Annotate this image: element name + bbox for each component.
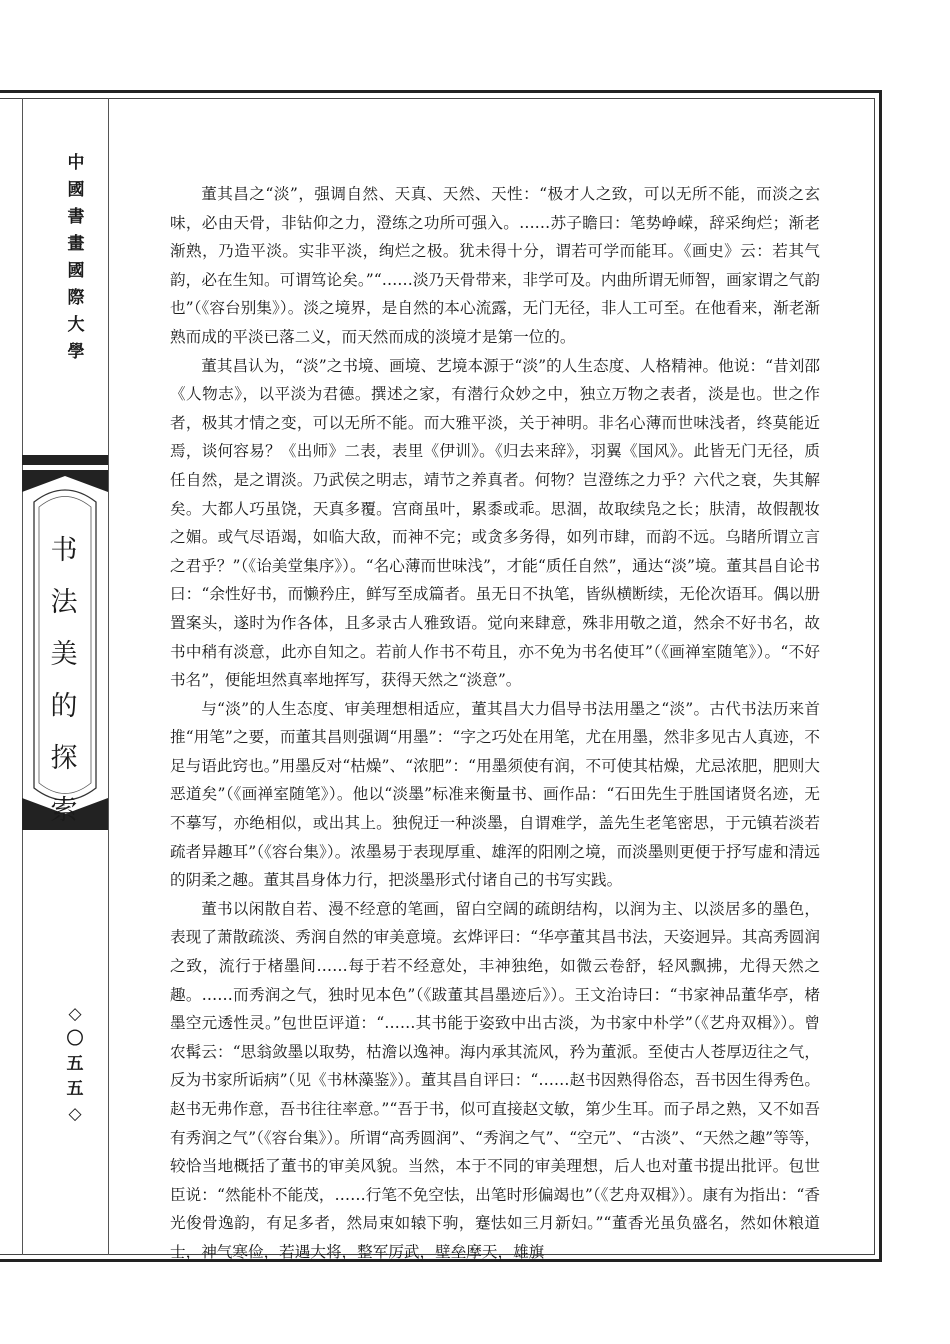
series-char: 際 (67, 288, 85, 308)
book-title-char: 探 (50, 743, 78, 774)
paragraph: 董其昌认为，“淡”之书境、画境、艺境本源于“淡”的人生态度、人格精神。他说：“昔刘邵《人物志》，以平淡为君德。撰述之家，有潜行众妙之中，独立万物之表者，淡是也。世之作者，极其才情之变，可以无所不能。而大雅平淡，关于神明。非名心薄而世味浅者，终莫能近焉，谈何容易？《出师》二表，表里《伊训》。《归去来辞》，羽翼《国风》。此皆无门无径，质任自然，是之谓淡。乃武侯之明志，靖节之养真者。何物？岂澄练之力乎？六代之衰，失其解矣。大都人巧虽饶，天真多覆。宫商虽叶，累黍或乖。思涸，故取续凫之长；肤清，故假靓妆之媚。或气尽语竭，如临大敌，而神不完；或贪多务得，如列市肆，而韵不远。乌睹所谓立言之君乎？”（《诒美堂集序》）。“名心薄而世味浅”，才能“质任自然”，通达“淡”境。董其昌自论书曰：“余性好书，而懒矜庄，鲜写至成篇者。虽无日不执笔，皆纵横断续，无伦次语耳。偶以册置案头，遂时为作各体，且多录古人雅致语。觉向来肆意，殊非用敬之道，然余不好书名，故书中稍有淡意，此亦自知之。若前人作书不苟且，亦不免为书名使耳”（《画禅室随笔》）。“不好书名”，便能坦然真率地挥写，获得天然之“淡意”。 (170, 356, 820, 690)
series-char: 畫 (67, 234, 85, 254)
series-char: 中 (67, 153, 85, 173)
paragraph: 与“淡”的人生态度、审美理想相适应，董其昌大力倡导书法用墨之“淡”。古代书法历来首推“用笔”之要，而董其昌则强调“用墨”：“字之巧处在用笔，尤在用墨，然非多见古人真迹，不足与语此窍也。”用墨反对“枯燥”、“浓肥”：“用墨须使有润，不可使其枯燥，尤忌浓肥，肥则大恶道矣”（《画禅室随笔》）。他以“淡墨”标准来衡量书、画作品：“石田先生于胜国诸贤名迹，无不摹写，亦绝相似，或出其上。独倪迂一种淡墨，自谓难学，盖先生老笔密思，于元镇若淡若疏者异趣耳”（《容台集》）。浓墨易于表现厚重、雄浑的阳刚之境，而淡墨则更便于抒写虚和清远的阴柔之趣。董其昌身体力行，把淡墨形式付诸自己的书写实践。 (170, 699, 820, 890)
paragraph: 董其昌之“淡”，强调自然、天真、天然、天性：“极才人之致，可以无所不能，而淡之玄味，必由天骨，非钻仰之力，澄练之功所可强入。……苏子瞻曰：笔势峥嵘，辞采绚烂；渐老渐熟，乃造平淡。实非平淡，绚烂之极。犹未得十分，谓若可学而能耳。《画史》云：若其气韵，必在生知。可谓笃论矣。”“……淡乃天骨带来，非学可及。内曲所谓无师智，画家谓之气韵也”（《容台别集》）。淡之境界，是自然的本心流露，无门无径，非人工可至。在他看来，渐老渐熟而成的平淡已落二义，而天然而成的淡境才是第一位的。 (170, 185, 820, 346)
book-title-char: 书 (50, 535, 78, 566)
series-char: 書 (67, 207, 85, 227)
paragraph: 董书以闲散自若、漫不经意的笔画，留白空阔的疏朗结构，以润为主、以淡居多的墨色，表现了萧散疏淡、秀润自然的审美意境。玄烨评曰：“华亭董其昌书法，天姿迥异。其高秀圆润之致，流行于楮墨间……每于若不经意处，丰神独绝，如微云卷舒，轻风飘拂，尤得天然之趣。……而秀润之气，独时见本色”（《跋董其昌墨迹后》）。王文治诗曰：“书家神品董华亭，楮墨空元透性灵。”包世臣评道：“……其书能于姿致中出古淡，为书家中朴学”（《艺舟双楫》）。曾农髯云：“思翁敛墨以取势，枯澹以逸神。海内承其流风，矜为董派。至使古人苍厚迈往之气，反为书家所诟病”（见《书林藻鉴》）。董其昌自评曰：“……赵书因熟得俗态，吾书因生得秀色。赵书无弗作意，吾书往往率意。”“吾于书，似可直接赵文敏，第少生耳。而子昂之熟，又不如吾有秀润之气”（《容台集》）。所谓“高秀圆润”、“秀润之气”、“空元”、“古淡”、“天然之趣”等等，较恰当地概括了董书的审美风貌。当然，本于不同的审美理想，后人也对董书提出批评。包世臣说：“然能朴不能茂，……行笔不免空怯，出笔时形偏竭也”（《艺舟双楫》）。康有为指出：“香光俊骨逸韵，有足多者，然局束如辕下驹，蹇怯如三月新妇。”“董香光虽负盛名，然如休粮道士，神气寒俭，若遇大将，整军厉武，壁垒摩天，雄旗 (170, 899, 820, 1261)
page-number-char: ◇ (68, 1004, 82, 1024)
sidebar-rule-right (108, 98, 109, 1255)
page-number-char: ◇ (68, 1104, 82, 1124)
book-title-char: 的 (50, 691, 78, 722)
book-title-char: 美 (50, 639, 78, 670)
page-number-char: 五 (66, 1054, 84, 1074)
body-text (170, 180, 820, 1267)
series-char: 國 (67, 180, 85, 200)
page-number-char: 五 (66, 1079, 84, 1099)
page-number-char: 〇 (66, 1029, 84, 1049)
series-char: 大 (67, 315, 85, 335)
series-title (64, 150, 88, 366)
book-title-char: 索 (50, 795, 78, 826)
page-number (60, 1002, 90, 1127)
book-title (34, 525, 94, 837)
book-title-char: 法 (50, 587, 78, 618)
banner-top-bar (22, 455, 108, 465)
series-char: 國 (67, 261, 85, 281)
series-char: 學 (67, 342, 85, 362)
